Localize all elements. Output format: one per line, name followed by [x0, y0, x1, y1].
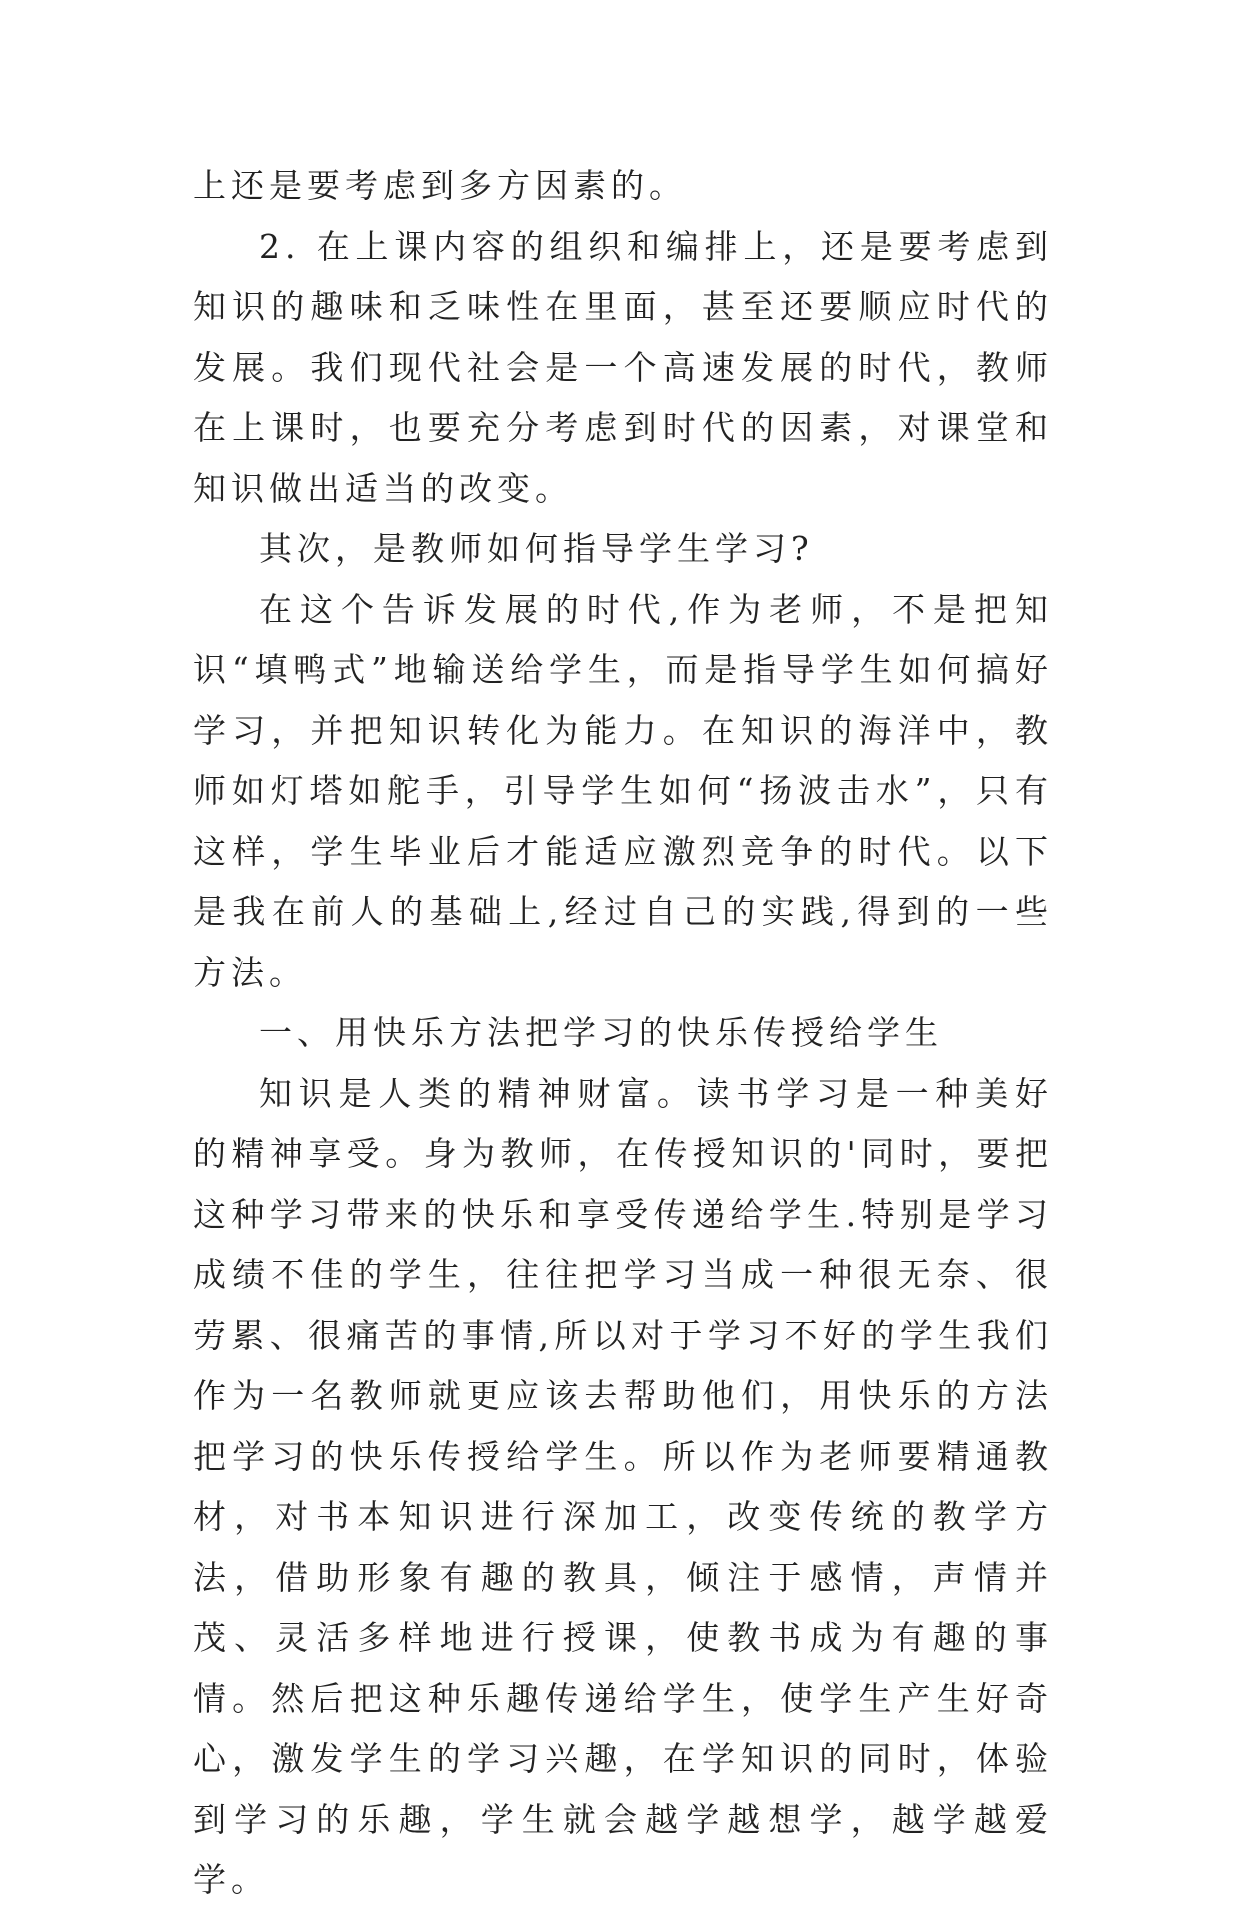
paragraph-guidance: 在这个告诉发展的时代,作为老师，不是把知识“填鸭式”地输送给学生，而是指导学生如何搞好学习，并把知识转化为能力。在知识的海洋中，教师如灯塔如舵手，引导学生如何“扬波击水”，只有这样，学生毕业后才能适应激烈竞争的时代。以下是我在前人的基础上,经过自己的实践,得到的一些方法。: [193, 589, 1053, 992]
paragraph-happy-learning: 知识是人类的精神财富。读书学习是一种美好的精神享受。身为教师，在传授知识的'同时，要把这种学习带来的快乐和享受传递给学生.特别是学习成绩不佳的学生，往往把学习当成一种很无奈、很劳累、很痛苦的事情,所以对于学习不好的学生我们作为一名教师就更应该去帮助他们，用快乐的方法把学习的快乐传授给学生。所以作为老师要精通教材，对书本知识进行深加工，改变传统的教学方法，借助形象有趣的教具，倾注于感情，声情并茂、灵活多样地进行授课，使教书成为有趣的事情。然后把这种乐趣传递给学生，使学生产生好奇心，激发学生的学习兴趣，在学知识的同时，体验到学习的乐趣，学生就会越学越想学，越学越爱学。: [193, 1073, 1053, 1899]
paragraph-question: 其次，是教师如何指导学生学习?: [259, 529, 814, 568]
section-heading: 一、用快乐方法把学习的快乐传授给学生: [259, 1013, 943, 1052]
paragraph-item-2: 2. 在上课内容的组织和编排上，还是要考虑到知识的趣味和乏味性在里面，甚至还要顺应时代的发展。我们现代社会是一个高速发展的时代，教师在上课时，也要充分考虑到时代的因素，对课堂和知识做出适当的改变。: [193, 226, 1053, 508]
paragraph-continuation: 上还是要考虑到多方因素的。: [193, 166, 687, 205]
document-body: [193, 156, 1053, 1911]
